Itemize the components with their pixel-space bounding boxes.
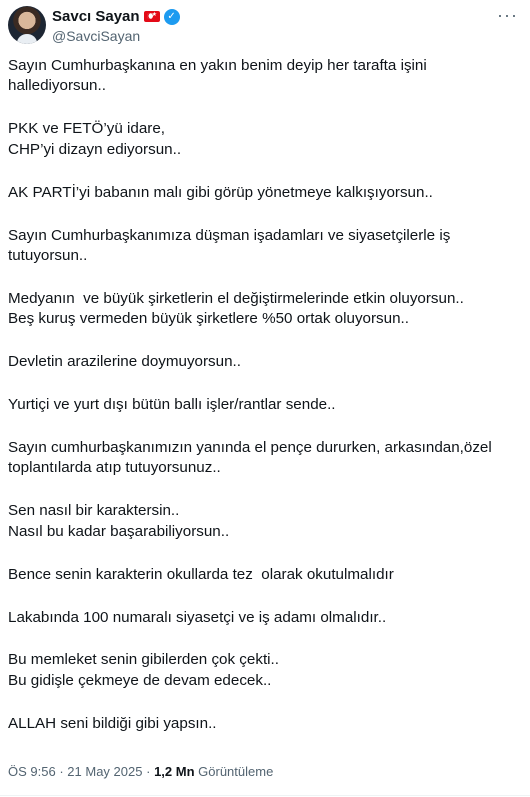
tweet-paragraph — [8, 438, 522, 479]
tweet-date[interactable]: 21 May 2025 — [67, 764, 143, 779]
meta-separator: · — [59, 764, 64, 779]
meta-separator: · — [146, 764, 151, 779]
tweet-line: hallediyorsun.. — [8, 77, 106, 95]
tweet-paragraph — [8, 289, 522, 330]
author-handle[interactable]: @SavciSayan — [52, 28, 141, 44]
tweet-paragraph — [8, 714, 522, 734]
tweet-line: Bu gidişle çekmeye de devam edecek.. — [8, 671, 272, 689]
avatar[interactable] — [8, 6, 46, 44]
tweet-paragraph — [8, 183, 522, 203]
tweet-line: Bu memleket senin gibilerden çok çekti.. — [8, 651, 279, 669]
tweet-line: Bence senin karakterin okullarda tez olarak okutulmalıdır — [8, 565, 394, 583]
tweet-line: Sen nasıl bir karaktersin.. — [8, 502, 180, 520]
tweet-line: Devletin arazilerine doymuyorsun.. — [8, 353, 241, 371]
views-label: Görüntüleme — [198, 764, 274, 779]
tweet-line: CHP’yi dizayn ediyorsun.. — [8, 140, 182, 158]
author-name-row — [52, 8, 180, 25]
tweet-paragraph — [8, 119, 522, 160]
tweet-line: Nasıl bu kadar başarabiliyorsun.. — [8, 522, 230, 540]
tweet-line: PKK ve FETÖ’yü idare, — [8, 120, 165, 138]
views-count: 1,2 Mn — [154, 764, 195, 779]
tweet-paragraph — [8, 501, 522, 542]
tweet-text — [8, 56, 522, 757]
tweet-meta — [8, 764, 273, 779]
tweet-line: ALLAH seni bildiği gibi yapsın.. — [8, 714, 217, 732]
tweet-paragraph — [8, 352, 522, 372]
tweet-line: Sayın Cumhurbaşkanımıza düşman işadamları ve siyasetçilerle iş — [8, 226, 451, 244]
more-options-icon[interactable]: ··· — [497, 5, 518, 25]
verified-badge-icon[interactable]: ✓ — [164, 9, 180, 25]
tweet-paragraph — [8, 608, 522, 628]
tweet-line: Sayın cumhurbaşkanımızın yanında el pençe dururken, arkasından,özel — [8, 438, 492, 456]
tweet-line: Medyanın ve büyük şirketlerin el değiştirmelerinde etkin oluyorsun.. — [8, 289, 464, 307]
tweet-line: Beş kuruş vermeden büyük şirketlere %50 ortak oluyorsun.. — [8, 310, 409, 328]
tweet-header — [8, 6, 522, 46]
tweet-line: AK PARTİ’yi babanın malı gibi görüp yönetmeye kalkışıyorsun.. — [8, 183, 433, 201]
tweet-line: toplantılarda atıp tutuyorsunuz.. — [8, 459, 221, 477]
tweet-time[interactable]: ÖS 9:56 — [8, 764, 56, 779]
turkey-flag-icon — [144, 11, 160, 22]
tweet-paragraph — [8, 226, 522, 267]
tweet-line: Sayın Cumhurbaşkanına en yakın benim deyip her tarafta işini — [8, 57, 427, 74]
tweet-paragraph — [8, 56, 522, 97]
tweet-line: tutuyorsun.. — [8, 246, 88, 264]
tweet-paragraph — [8, 565, 522, 585]
author-name[interactable]: Savcı Sayan — [52, 8, 140, 25]
tweet-paragraph — [8, 650, 522, 691]
tweet-line: Lakabında 100 numaralı siyasetçi ve iş adamı olmalıdır.. — [8, 608, 387, 626]
divider — [0, 795, 530, 796]
tweet-paragraph — [8, 395, 522, 415]
tweet-line: Yurtiçi ve yurt dışı bütün ballı işler/rantlar sende.. — [8, 396, 336, 414]
